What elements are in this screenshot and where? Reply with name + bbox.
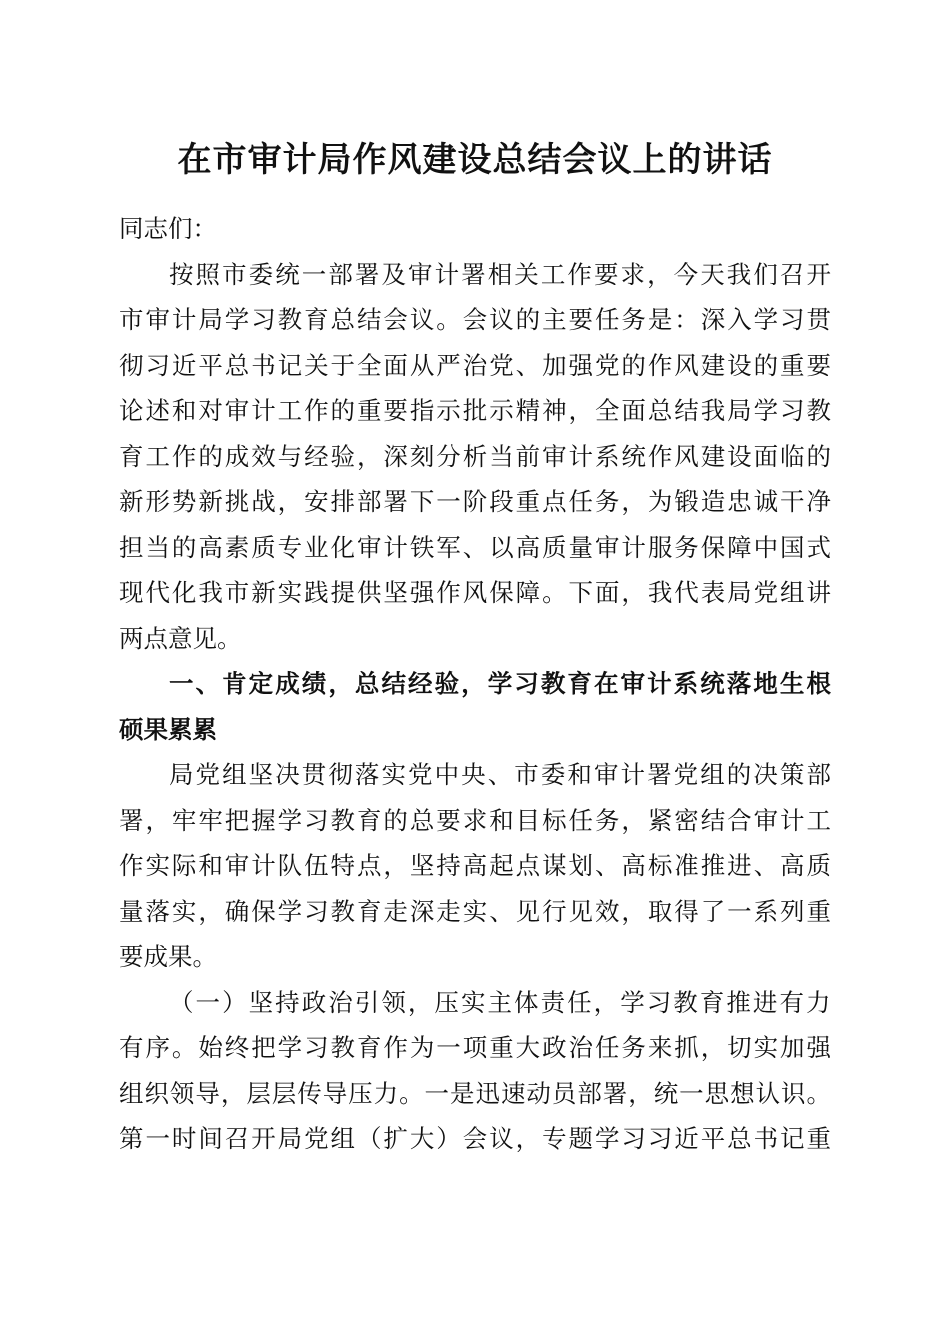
paragraph-line: 第一时间召开局党组（扩大）会议，专题学习习近平总书记重 [119, 1124, 831, 1153]
paragraph-line: 论述和对审计工作的重要指示批示精神，全面总结我局学习教 [119, 396, 831, 425]
paragraph-line: 组织领导，层层传导压力。一是迅速动员部署，统一思想认识。 [119, 1078, 831, 1108]
paragraph-line: 育工作的成效与经验，深刻分析当前审计系统作风建设面临的 [119, 441, 831, 471]
paragraph-line: 要成果。 [119, 942, 217, 971]
paragraph-line: 新形势新挑战，安排部署下一阶段重点任务，为锻造忠诚干净 [119, 487, 831, 516]
paragraph-line: 局党组坚决贯彻落实党中央、市委和审计署党组的决策部 [169, 760, 831, 789]
salutation: 同志们： [119, 214, 217, 243]
subsection-heading: （一）坚持政治引领，压实主体责任，学习教育推进有力 [169, 987, 831, 1017]
paragraph-line: 有序。始终把学习教育作为一项重大政治任务来抓，切实加强 [119, 1033, 831, 1062]
paragraph-line: 量落实，确保学习教育走深走实、见行见效，取得了一系列重 [119, 896, 831, 926]
paragraph-line: 作实际和审计队伍特点，坚持高起点谋划、高标准推进、高质 [119, 851, 831, 880]
paragraph-line: 按照市委统一部署及审计署相关工作要求，今天我们召开 [169, 259, 831, 289]
paragraph-line: 现代化我市新实践提供坚强作风保障。下面，我代表局党组讲 [119, 578, 831, 607]
paragraph-line: 两点意见。 [119, 623, 242, 653]
paragraph-line: 彻习近平总书记关于全面从严治党、加强党的作风建设的重要 [119, 350, 831, 380]
section-heading: 一、肯定成绩，总结经验，学习教育在审计系统落地生根 [169, 669, 831, 698]
paragraph-line: 署，牢牢把握学习教育的总要求和目标任务，紧密结合审计工 [119, 805, 831, 835]
paragraph-line: 市审计局学习教育总结会议。会议的主要任务是：深入学习贯 [119, 305, 831, 334]
document-title: 在市审计局作风建设总结会议上的讲话 [177, 140, 773, 180]
paragraph-line: 担当的高素质专业化审计铁军、以高质量审计服务保障中国式 [119, 532, 831, 562]
section-heading: 硕果累累 [119, 714, 217, 744]
document-body [119, 206, 831, 1162]
